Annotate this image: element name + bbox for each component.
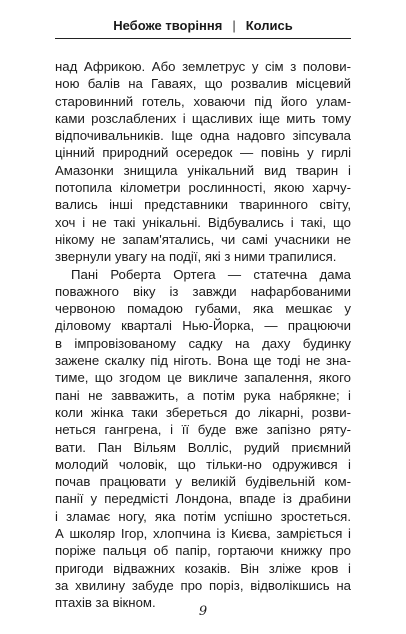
text-line: А школяр Ігор, хлопчина із Києва, замріється і [55, 526, 351, 542]
chapter-title: Колись [245, 18, 293, 33]
text-line: почав працювати у великій будівельній ком- [55, 474, 351, 490]
text-line: птахів за вікном. [55, 595, 156, 611]
text-line: поріже пальця об папір, гортаючи книжку про [55, 543, 351, 559]
page-number: 9 [198, 604, 208, 619]
text-line: нікому не запам'ятались, чи самі учасники не [55, 231, 351, 247]
text-line: ками розслаблених і щасливих іще мить тому [55, 110, 351, 126]
header-rule [55, 38, 351, 39]
text-line: вати. Пан Вільям Волліс, рудий приємний [55, 439, 351, 455]
text-line: пані не завважить, а потім рука набрякне; і [55, 387, 351, 403]
book-title: Небоже творіння [113, 18, 223, 33]
text-line: над Африкою. Або землетрус у сім з полови- [55, 59, 351, 74]
text-line: за хвилину забуде про поріз, відволікшись на [55, 577, 351, 593]
text-line: Пані Роберта Ортега — статечна дама [71, 266, 351, 282]
text-line: хоч і не такі унікальні. Відбувались і такі, що [55, 214, 351, 230]
text-line: відпочивальників. Іще одна надовго зіпсувала [55, 128, 351, 144]
text-line: пригоди відважних козаків. Він зліже кров і [55, 560, 351, 576]
paragraph [55, 266, 351, 612]
text-line: молодий чоловік, що тільки-но одружився і [55, 456, 351, 472]
text-line: коли жінка таки збереться до лікарні, розви- [55, 404, 351, 420]
text-line: тиме, що згодом це викличе запалення, якого [55, 370, 351, 386]
paragraph [55, 58, 351, 266]
text-line: панії у передмісті Лондона, впаде із драбини [55, 491, 351, 507]
text-line: зажене скалку під ніготь. Вона ще тоді не зна- [55, 353, 351, 369]
body-text [55, 58, 351, 612]
text-line: звернули увагу на події, які з ними трапилися. [55, 249, 337, 265]
text-line: червоною помадою губами, яка мешкає у [55, 301, 351, 317]
text-line: неться гангрена, і її буде вже запізно ряту- [55, 422, 351, 438]
text-line: цінний природний осередок — повінь у гирлі [55, 145, 351, 161]
text-line: поважного віку із завжди нафарбованими [55, 283, 351, 299]
text-line: потопила кілометри рослинності, якою харчу- [55, 180, 351, 196]
text-line: в імпровізованому садку на даху будинку [55, 335, 351, 351]
text-line: і зламає ногу, яка потім успішно зростеться. [55, 508, 351, 524]
header-separator: | [232, 18, 236, 33]
text-line: старовинний готель, ховаючи під його улам- [55, 93, 351, 109]
text-line: Амазонки знищила унікальний вид тварин і [55, 162, 351, 178]
text-line: діловому кварталі Нью-Йорка, — працюючи [55, 318, 351, 334]
text-line: ною балів на Гаваях, що розвалив місцевий [55, 76, 351, 92]
running-header [55, 18, 351, 33]
text-line: вались інші представники тваринного світу, [55, 197, 351, 213]
